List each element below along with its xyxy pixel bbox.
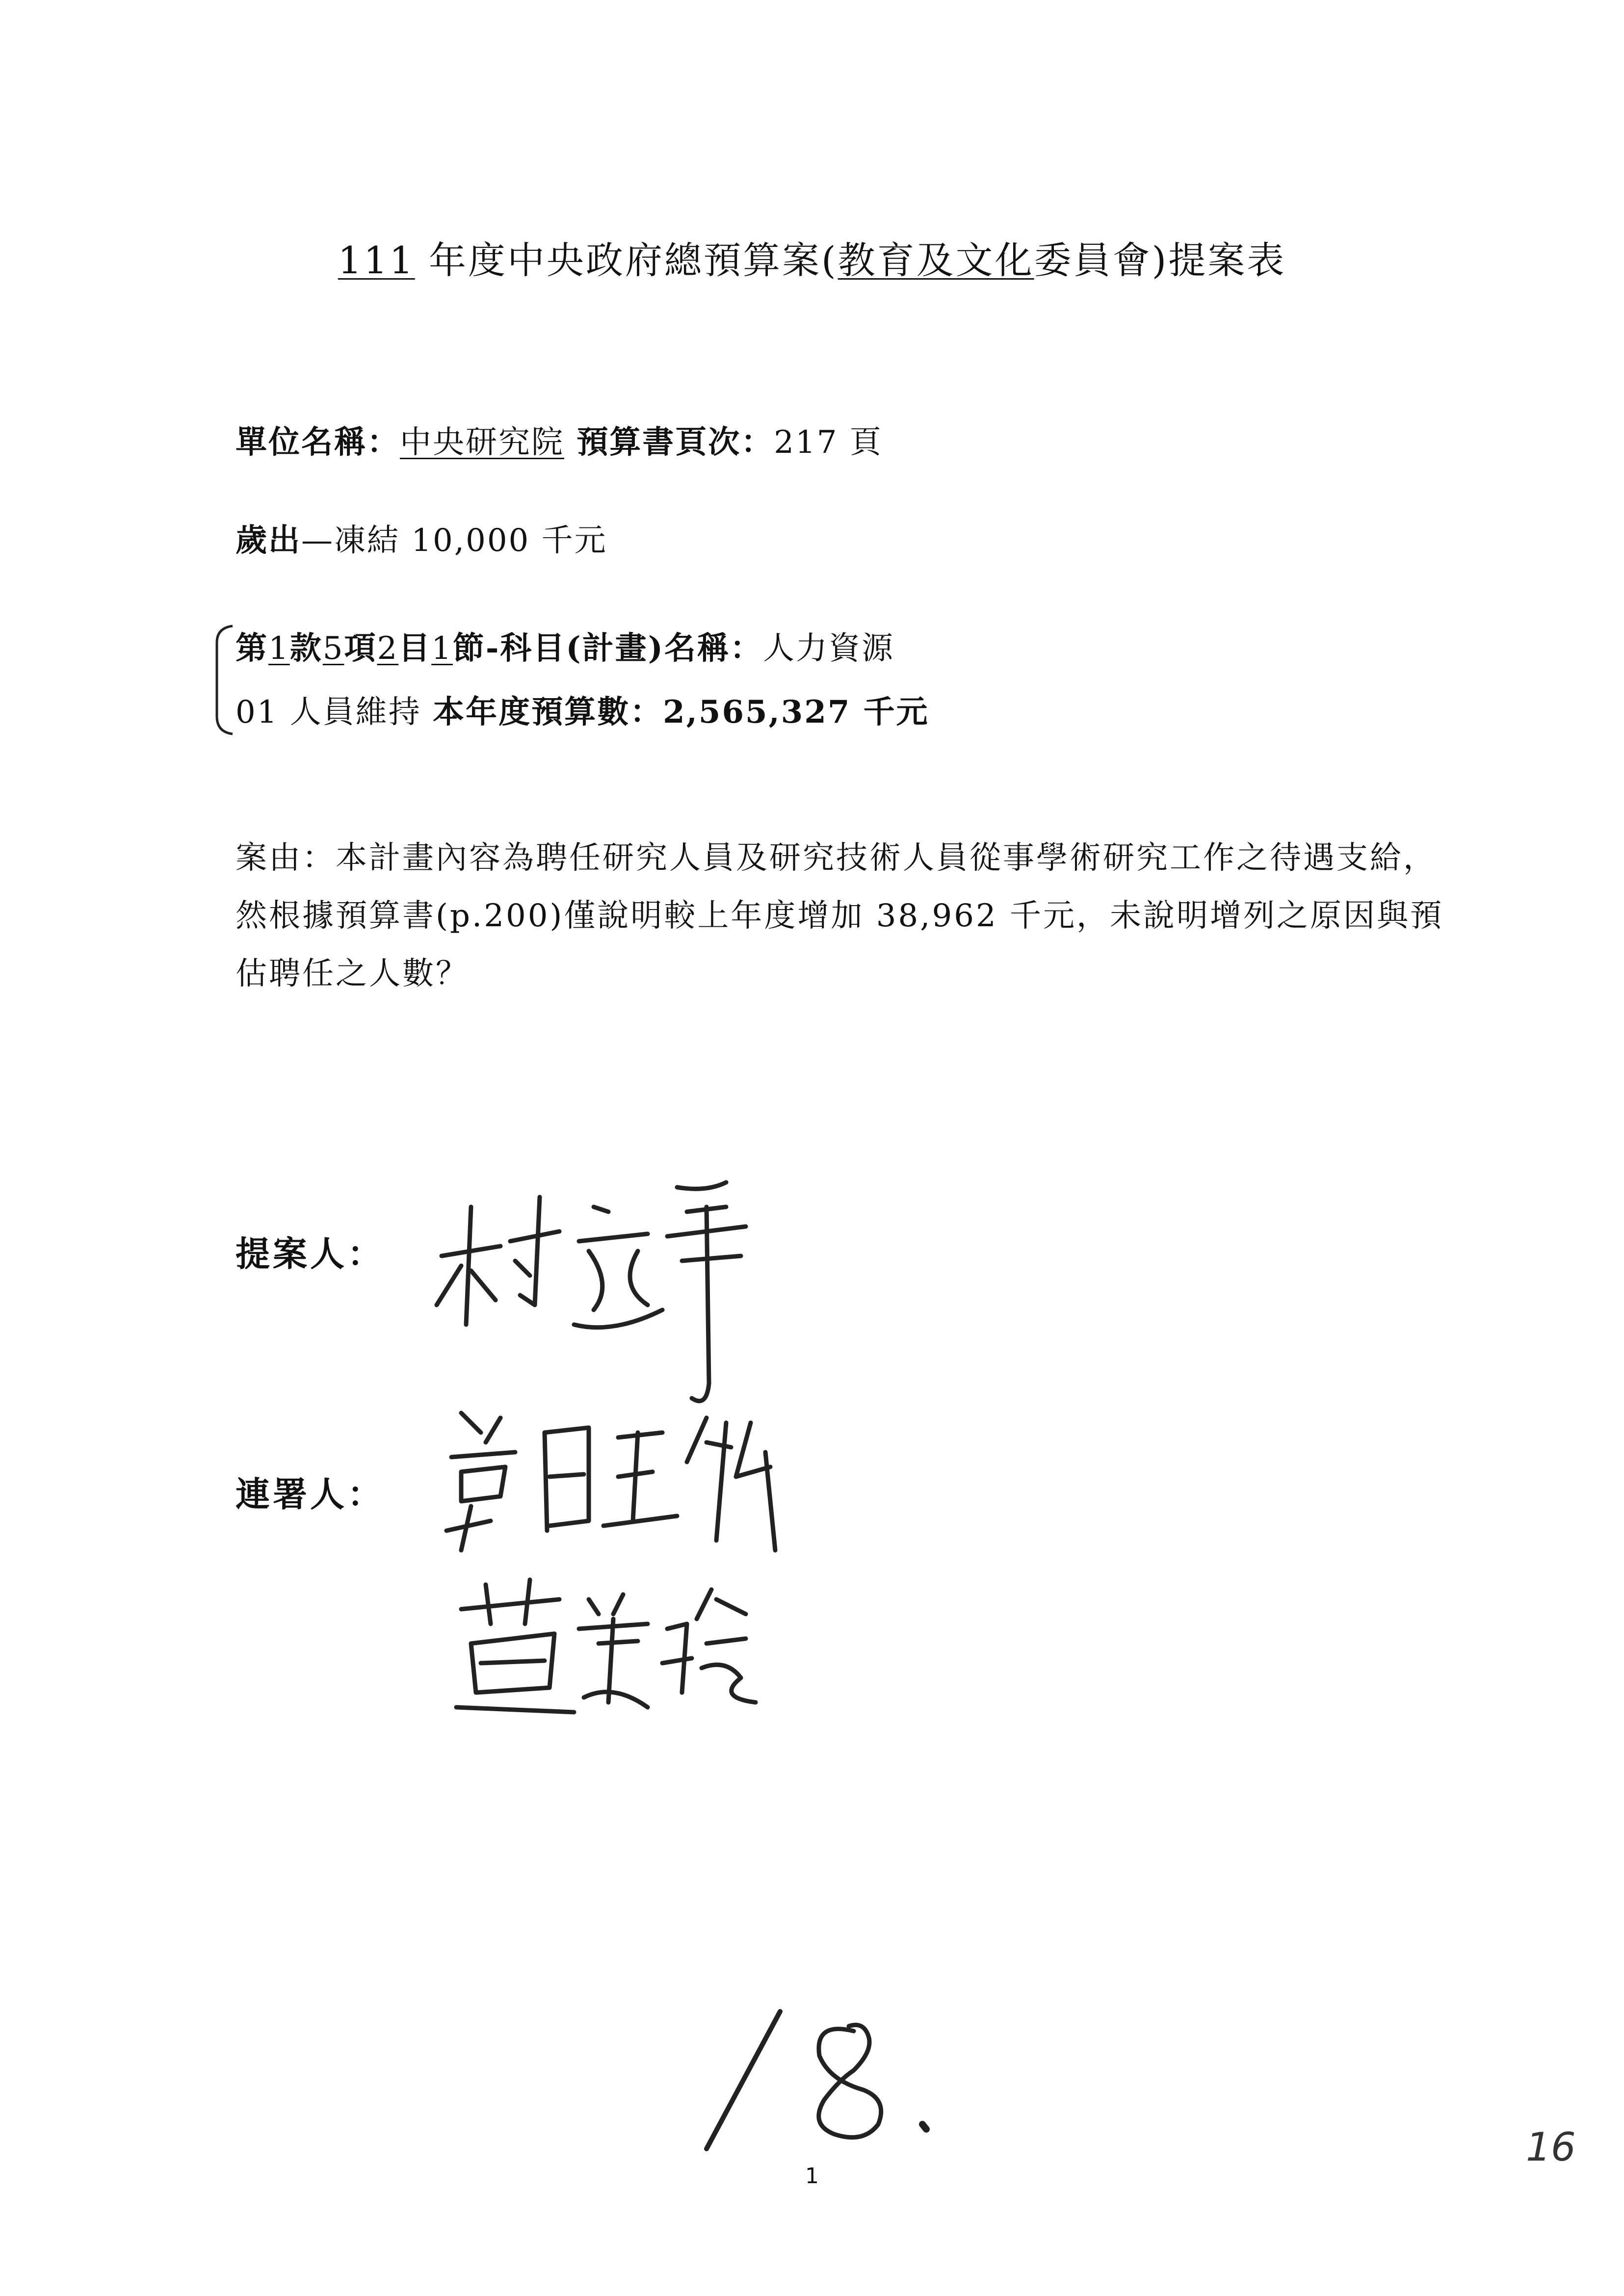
xiang-label: 項 <box>344 630 377 667</box>
kuan-number: 1 <box>268 630 290 667</box>
corner-number: 16 <box>1526 2124 1576 2170</box>
title-end: 委員會)提案表 <box>1034 238 1286 282</box>
bracket-mark <box>211 623 236 736</box>
code-line <box>236 687 929 732</box>
kuan-label: 款 <box>289 630 323 667</box>
plan-name: 人力資源 <box>763 630 894 667</box>
annual-budget: 本年度預算數：2,565,327 千元 <box>433 694 929 731</box>
budget-item-line <box>236 623 894 668</box>
jie-number: 1 <box>431 630 453 667</box>
committee-name: 教育及文化 <box>838 238 1034 282</box>
form-title <box>0 231 1624 284</box>
proposer-label: 提案人： <box>236 1233 385 1274</box>
mu-number: 2 <box>377 630 399 667</box>
di-label: 第 <box>236 630 268 667</box>
code-text: 01 人員維持 <box>236 694 433 731</box>
reason-text: 案由：本計畫內容為聘任研究人員及研究技術人員從事學術研究工作之待遇支給，然根據預算書(p.200)僅說明較上年度增加 38,962 千元，未說明增列之原因與預估聘任之人數？ <box>236 840 1444 992</box>
expenditure-line <box>236 515 607 560</box>
fiscal-year: 111 <box>338 238 415 282</box>
unit-label: 單位名稱： <box>236 424 400 461</box>
mu-label: 目 <box>398 630 432 667</box>
page-value: 217 頁 <box>774 424 883 461</box>
xiang-number: 5 <box>322 630 344 667</box>
proposer-signature <box>432 1177 765 1435</box>
page-label: 預算書頁次： <box>564 424 774 461</box>
cosigner-signature-2 <box>451 1570 765 1729</box>
page-number: 1 <box>805 2164 819 2189</box>
jie-label: 節-科目(計畫)名稱： <box>452 630 763 667</box>
unit-line <box>236 417 883 462</box>
expenditure-label: 歲出 <box>236 522 301 559</box>
cosigner-signature-1 <box>432 1403 805 1572</box>
cosigner-label: 連署人： <box>236 1474 385 1514</box>
title-middle: 年度中央政府總預算案( <box>415 238 838 282</box>
handwritten-number <box>687 2002 962 2161</box>
expenditure-value: —凍結 10,000 千元 <box>301 522 607 559</box>
unit-value: 中央研究院 <box>400 424 564 461</box>
